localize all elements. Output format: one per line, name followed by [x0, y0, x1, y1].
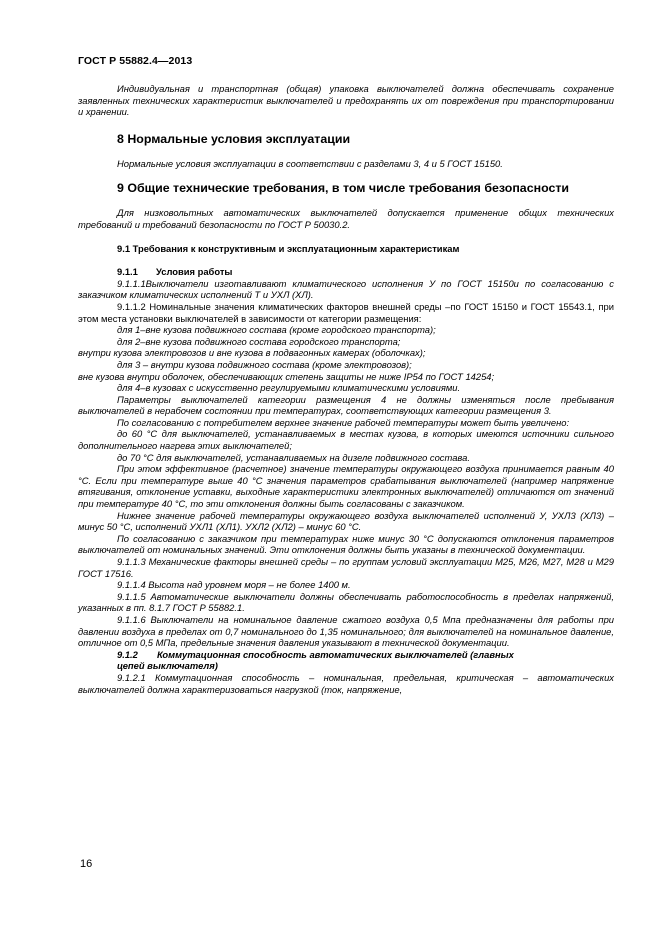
paragraph-9-1-2-1: 9.1.2.1 Коммутационная способность – номинальная, предельная, критическая – автоматических выключателей должна характеризоваться нагрузкой (ток, напряжение, — [78, 671, 614, 695]
list-item: для 1–вне кузова подвижного состава (кроме городского транспорта); — [117, 324, 436, 336]
section-9-1-heading: 9.1 Требования к конструктивным и эксплуатационным характеристикам — [117, 242, 460, 254]
section-9-1-2-title-continuation: цепей выключателя) — [117, 660, 218, 672]
list-item: для 2–вне кузова подвижного состава городского транспорта; — [117, 335, 401, 347]
section-9-text: Для низковольтных автоматических выключателей допускается применение общих технических требований и требований безопасности по ГОСТ Р 50030.2. — [78, 207, 614, 230]
section-9-1-2-number: 9.1.2 — [117, 648, 138, 660]
section-9-1-1-heading — [78, 266, 614, 278]
section-8-heading: 8 Нормальные условия эксплуатации — [117, 131, 351, 146]
body-paragraph: При этом эффективное (расчетное) значение температуры окружающего воздуха принимается равным 40 °С. Если при температуре выше 40 °С значения параметров срабатывания выключателей (например напряжение втягивания, отклонение уставки, выходные характеристики электронных выключателей) отличаются от значений при температуре 40 °С, то эти отклонения должны быть согласованы с заказчиком. — [78, 463, 614, 510]
section-9-heading: 9 Общие технические требования, в том числе требования безопасности — [117, 181, 570, 196]
page-number: 16 — [80, 858, 93, 870]
intro-paragraph: Индивидуальная и транспортная (общая) упаковка выключателей должна обеспечивать сохранение заявленных технических характеристик выключателей и предохранять их от повреждения при транспортировании и хранении. — [78, 83, 614, 118]
section-9-1-1-title: Условия работы — [156, 266, 233, 278]
section-9-1-1-number: 9.1.1 — [117, 266, 138, 278]
list-item: для 4–в кузовах с искусственно регулируемыми климатическими условиями. — [117, 382, 461, 394]
section-9-1-2-title: Коммутационная способность автоматических выключателей (главных — [157, 648, 514, 660]
list-item: внутри кузова электровозов и вне кузова в подвагонных камерах (оболочках); — [78, 347, 426, 359]
paragraph-9-1-1-1: 9.1.1.1Выключатели изготавливают климатического исполнения У по ГОСТ 15150и по согласованию с заказчиком климатических исполнений Т и УХЛ (ХЛ). — [78, 277, 614, 301]
list-item: вне кузова внутри оболочек, обеспечивающих степень защиты не ниже IP54 по ГОСТ 14254; — [78, 370, 495, 382]
body-paragraph: По согласованию с заказчиком при температурах ниже минус 30 °С допускаются отклонения параметров выключателей от номинальных значений. Эти отклонения должны быть указаны в технической документации. — [78, 532, 614, 556]
paragraph-9-1-1-4: 9.1.1.4 Высота над уровнем моря – не более 1400 м. — [117, 579, 351, 591]
document-header: ГОСТ Р 55882.4—2013 — [78, 55, 193, 67]
paragraph-9-1-1-3: 9.1.1.3 Механические факторы внешней среды – по группам условий эксплуатации М25, М26, М27, М28 и М29 ГОСТ 17516. — [78, 556, 614, 579]
list-item: до 60 °С для выключателей, устанавливаемых в местах кузова, в которых имеются источники сильного дополнительного нагрева этих выключателей; — [78, 428, 614, 452]
list-item: до 70 °С для выключателей, устанавливаемых на дизеле подвижного состава. — [117, 451, 470, 463]
body-paragraph: По согласованию с потребителем верхнее значение рабочей температуры может быть увеличено: — [117, 416, 570, 428]
body-paragraph: Параметры выключателей категории размещения 4 не должны изменяться после пребывания выключателей в нерабочем состоянии при температурах, соответствующих категории размещения 3. — [78, 393, 614, 417]
paragraph-9-1-1-5: 9.1.1.5 Автоматические выключатели должны обеспечивать работоспособность в пределах напряжений, указанных в пп. 8.1.7 ГОСТ Р 55882.1. — [78, 590, 614, 614]
paragraph-9-1-1-6: 9.1.1.6 Выключатели на номинальное давление сжатого воздуха 0,5 Мпа предназначены для работы при давлении воздуха в пределах от 0,7 номинального до 1,35 номинального; для выключателей на номинальное давление, отличное от 0,5 МПа, предельные значения давления указывают в технической документации. — [78, 613, 614, 649]
list-item: для 3 – внутри кузова подвижного состава (кроме электровозов); — [117, 358, 412, 370]
body-paragraph: Нижнее значение рабочей температуры окружающего воздуха выключателей исполнений У, УХЛ3 (ХЛ3) – минус 50 °С, исполнений УХЛ1 (ХЛ1). УХЛ2 (ХЛ2) – минус 60 °С. — [78, 509, 614, 533]
page-content — [78, 83, 614, 695]
paragraph-9-1-1-2: 9.1.1.2 Номинальные значения климатических факторов внешней среды –по ГОСТ 15150 и ГОСТ 15543.1, при этом места установки выключателей в зависимости от категории размещения: — [78, 300, 614, 324]
section-9-1-2-heading — [78, 649, 614, 672]
section-8-text: Нормальные условия эксплуатации в соответствии с разделами 3, 4 и 5 ГОСТ 15150. — [117, 157, 503, 169]
